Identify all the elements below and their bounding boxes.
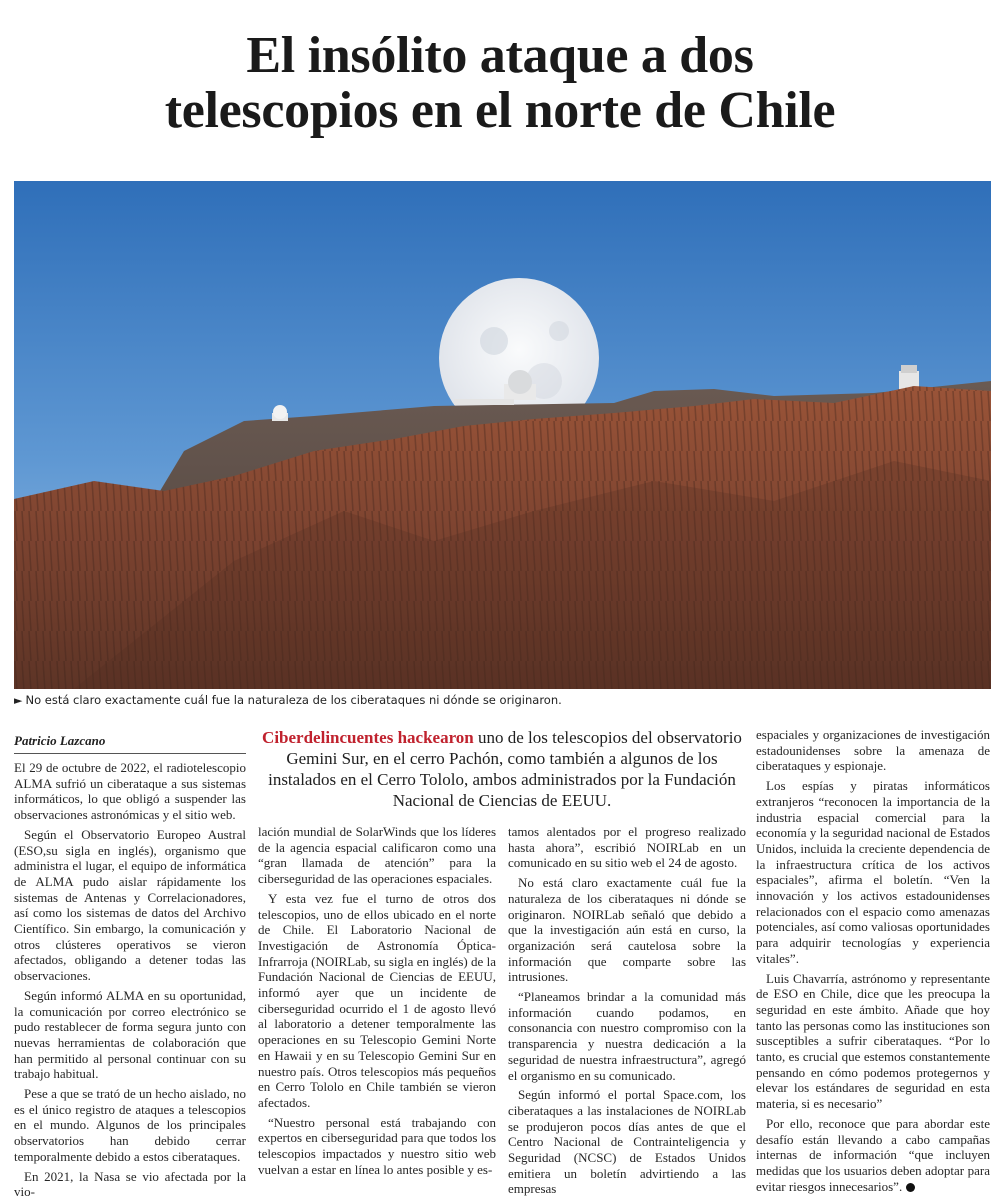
lead-paragraph [258, 727, 746, 811]
photo-caption [14, 693, 562, 707]
author-byline: Patricio Lazcano [14, 733, 246, 754]
paragraph: En 2021, la Nasa se vio afectada por la vio- [14, 1168, 246, 1200]
paragraph: Los espías y piratas informáticos extranjeros “reconocen la importancia de la industria espacial comercial para la economía y la seguridad nacional de Estados Unidos, incluida la creciente dependencia de la infraestructura crítica de los activos espaciales”, afirma el boletín. “Ven la innovación y los activos estadounidenses relacionados con el espacio como amenazas potenciales, así como valiosas oportunidades para adquirir tecnologías y experiencia vitales”. [756, 778, 990, 966]
article-column-2 [258, 824, 496, 1181]
paragraph: No está claro exactamente cuál fue la naturaleza de los ciberataques ni dónde se originaron. NOIRLab señaló que debido a que la investigación aún está en curso, la organización será cautelosa sobre la información que comparte sobre las intrusiones. [508, 875, 746, 985]
paragraph: lación mundial de SolarWinds que los líderes de la agencia espacial calificaron como una “gran llamada de atención” para la ciberseguridad de las operaciones espaciales. [258, 824, 496, 887]
paragraph: Luis Chavarría, astrónomo y representante de ESO en Chile, dice que les preocupa la seguridad en este ámbito. Añade que hoy tanto las personas como las instituciones son susceptibles a sufrir ciberataques. “Por lo tanto, es crucial que estemos constantemente pensando en cómo podemos protegernos y elevar los estándares de seguridad en esta materia, si es necesario” [756, 970, 990, 1112]
paragraph: espaciales y organizaciones de investigación estadounidenses sobre la amenaza de ciberataques y espionaje. [756, 727, 990, 774]
paragraph: “Nuestro personal está trabajando con expertos en ciberseguridad para que todos los telescopios impactados y nuestro sitio web vuelvan a estar en línea lo antes posible y es- [258, 1114, 496, 1177]
paragraph: Y esta vez fue el turno de otros dos telescopios, uno de ellos ubicado en el norte de Chile. El Laboratorio Nacional de Investigación de Astronomía Óptica-Infrarroja (NOIRLab, su sigla en inglés) de la Fundación Nacional de Ciencias de EEUU, informó ayer que un incidente de ciberseguridad ocurrido el 1 de agosto llevó al laboratorio a detener temporalmente las operaciones en su Telescopio Gemini Norte en Hawaii y en su Telescopio Gemini Sur en nuestro país. Otros telescopios más pequeños en Cerro Tololo en Chile también se vieron afectados. [258, 890, 496, 1110]
paragraph: Según el Observatorio Europeo Austral (ESO,su sigla en inglés), organismo que administra el lugar, el equipo de informática de ALMA pudo aislar rápidamente los sistemas de Antenas y Correlacionadores, así como los sistemas de datos del Archivo Científico. Sin embargo, la comunicación y otros clústeres operativos se vieron afectados, obligando a detener todas las observaciones. [14, 826, 246, 984]
paragraph: tamos alentados por el progreso realizado hasta ahora”, escribió NOIRLab en un comunicado en su sitio web el 24 de agosto. [508, 824, 746, 871]
article-column-4 [756, 727, 990, 1198]
headline-line-2: telescopios en el norte de Chile [164, 82, 836, 139]
paragraph: El 29 de octubre de 2022, el radiotelescopio ALMA sufrió un ciberataque a sus sistemas informáticos, lo que obligó a suspender las observaciones astronómicas y el sitio web. [14, 760, 246, 823]
paragraph: “Planeamos brindar a la comunidad más información cuando podamos, en consonancia con nuestro compromiso con la transparencia y nuestra dedicación a la seguridad de nuestra infraestructura”, agregó el organismo en su comunicado. [508, 989, 746, 1083]
end-of-article-icon [906, 1183, 915, 1192]
article-column-3 [508, 824, 746, 1201]
lead-text: uno de los telescopios del observatorio Gemini Sur, en el cerro Pachón, como también a algunos de los instalados en el Cerro Tololo, ambos administrados por la Fundación Nacional de Ciencias de EEUU. [268, 728, 742, 810]
caption-text: No está claro exactamente cuál fue la naturaleza de los ciberataques ni dónde se originaron. [25, 693, 562, 707]
last-paragraph-text: Por ello, reconoce que para abordar este desafío están llevando a cabo campañas internas de información “que incluyen medidas que los usuarios deben adoptar para evitar riesgos innecesarios”. [756, 1115, 990, 1194]
article-column-1 [14, 760, 246, 1204]
headline [0, 28, 1000, 138]
lead-photo [14, 181, 991, 689]
caption-arrow-icon: ► [14, 694, 23, 707]
headline-line-1: El insólito ataque a dos [246, 27, 754, 84]
paragraph: Según informó ALMA en su oportunidad, la comunicación por correo electrónico se pudo restablecer de forma segura junto con nuevas herramientas de colaboración que han permitido al personal continuar con su trabajo habitual. [14, 987, 246, 1082]
lead-highlight: Ciberdelincuentes hackearon [262, 728, 474, 747]
paragraph: Pese a que se trató de un hecho aislado, no es el único registro de ataques a telescopios en el mundo. Algunos de los principales observatorios han debido cerrar temporalmente debido a estos ciberataques. [14, 1086, 246, 1164]
last-paragraph [756, 1116, 990, 1195]
paragraph: Según informó el portal Space.com, los ciberataques a las instalaciones de NOIRLab se produjeron pocos días antes de que el Centro Nacional de Contrainteligencia y Seguridad (NCSC) de Estados Unidos emitiera un boletín advirtiendo a las empresas [508, 1087, 746, 1197]
